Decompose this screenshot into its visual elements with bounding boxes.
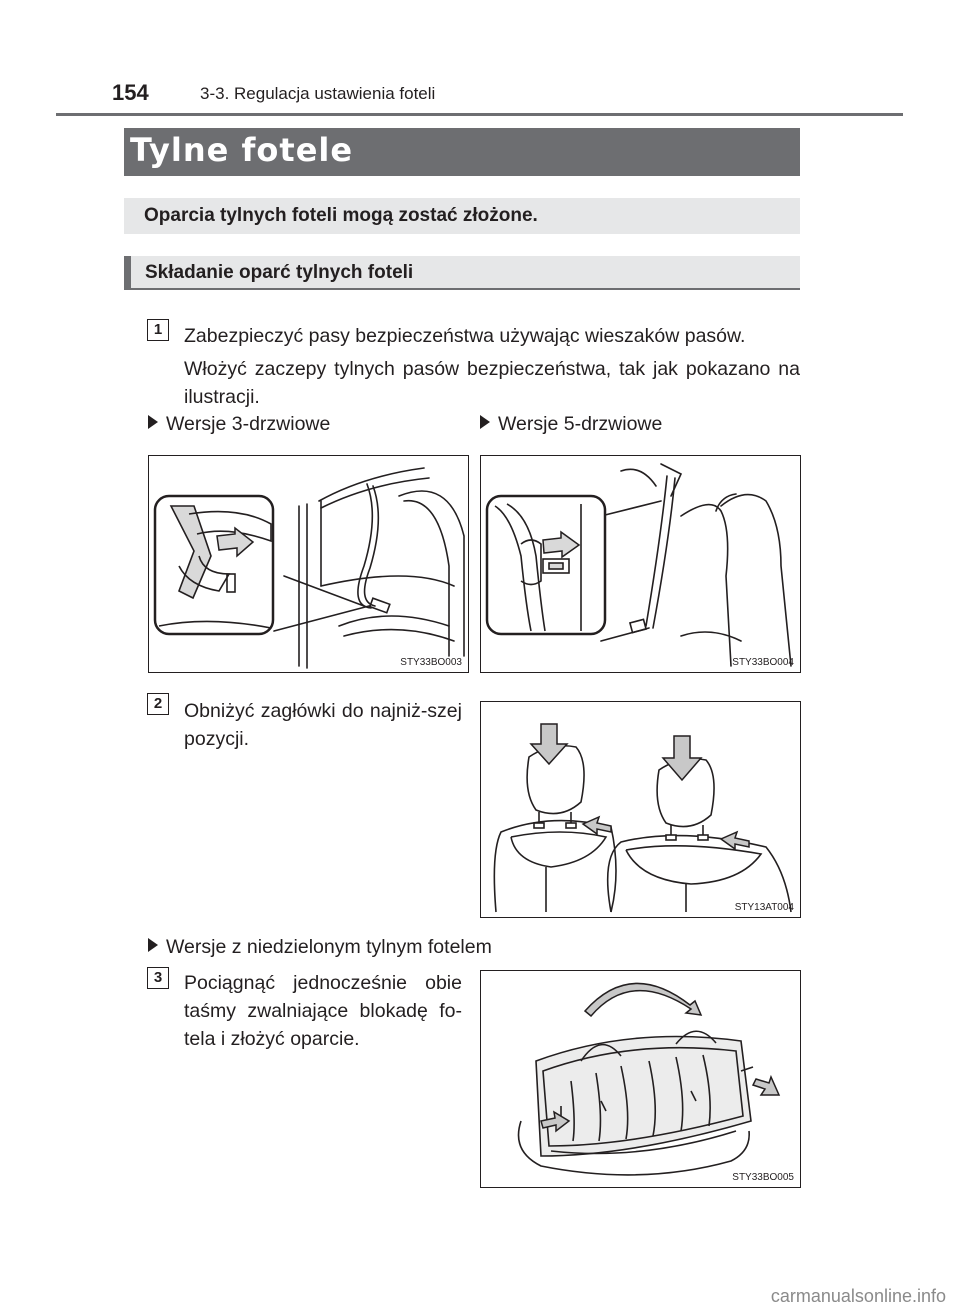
seatbelt-5-door-illustration — [481, 456, 799, 671]
figure-headrests — [480, 701, 801, 918]
watermark: carmanualsonline.info — [770, 1286, 946, 1306]
header-rule — [56, 113, 903, 116]
intro-heading: Oparcia tylnych foteli mogą zostać złożone. — [124, 198, 800, 234]
figure-seatbelt-5-door — [480, 455, 801, 673]
figure-code: STY13AT004 — [734, 902, 794, 913]
figure-code: STY33BO003 — [400, 657, 462, 668]
headrests-illustration — [481, 702, 799, 916]
step-2-text: Obniżyć zagłówki do najniż-szej pozycji. — [184, 700, 462, 750]
step-number-1: 1 — [147, 319, 169, 341]
seatbelt-3-door-illustration — [149, 456, 467, 671]
bullet-triangle-icon — [148, 415, 158, 429]
bullet-triangle-icon — [148, 938, 158, 952]
page-number: 154 — [112, 80, 149, 105]
fold-seatback-illustration — [481, 971, 799, 1186]
variant-label-non-split: Wersje z niedzielonym tylnym fotelem — [148, 936, 492, 959]
step-number-3: 3 — [147, 967, 169, 989]
variant-label-3-door: Wersje 3-drzwiowe — [148, 413, 330, 436]
figure-code: STY33BO005 — [732, 1172, 794, 1183]
bullet-triangle-icon — [480, 415, 490, 429]
page-title: Tylne fotele — [124, 128, 800, 176]
figure-fold-seatback — [480, 970, 801, 1188]
subheading: Składanie oparć tylnych foteli — [124, 256, 800, 290]
step-number-2: 2 — [147, 693, 169, 715]
figure-code: STY33BO004 — [732, 657, 794, 668]
variant-label-5-door: Wersje 5-drzwiowe — [480, 413, 662, 436]
figure-seatbelt-3-door — [148, 455, 469, 673]
step-3-text: Pociągnąć jednocześnie obie taśmy zwalniające blokadę fo-tela i złożyć oparcie. — [184, 972, 462, 1050]
step-1-text: Zabezpieczyć pasy bezpieczeństwa używając wieszaków pasów. — [184, 325, 746, 347]
section-header: 3-3. Regulacja ustawienia foteli — [200, 84, 436, 103]
step-1-text-2: Włożyć zaczepy tylnych pasów bezpieczeństwa, tak jak pokazano na ilustracji. — [184, 358, 800, 408]
